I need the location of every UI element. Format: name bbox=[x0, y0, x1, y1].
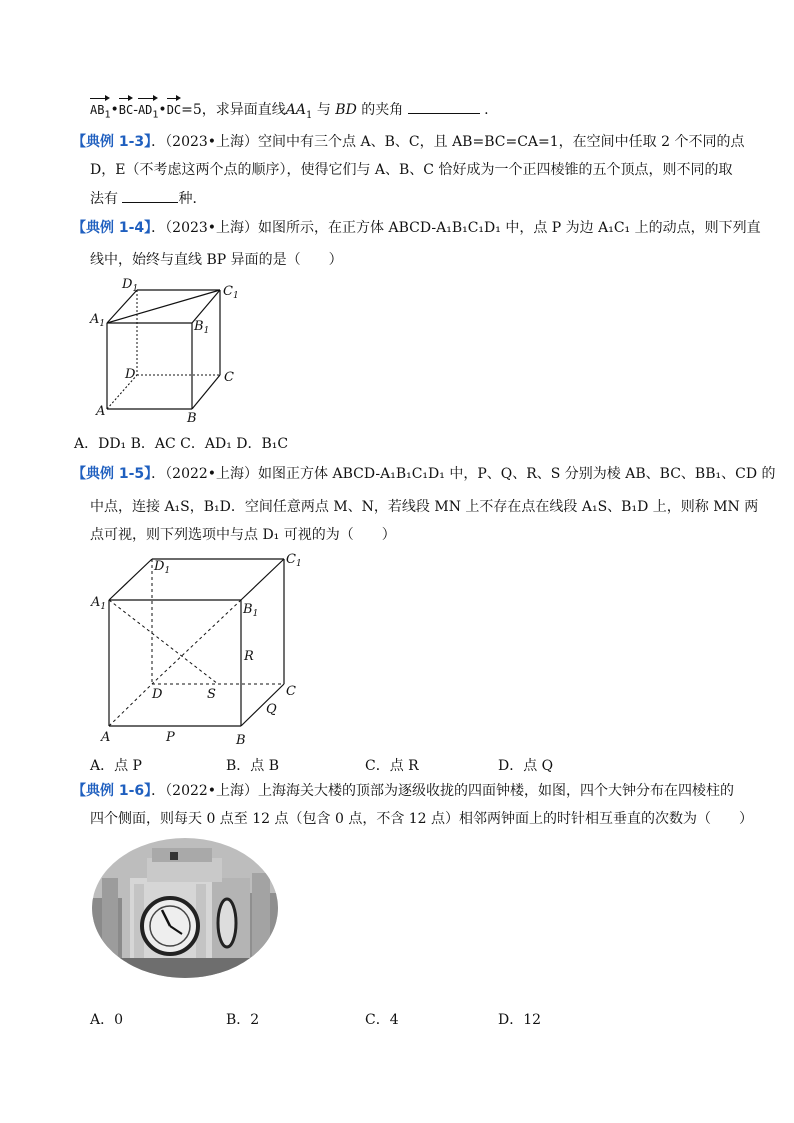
answer-blank[interactable] bbox=[408, 99, 480, 114]
example-1-6-line1: 【典例 1-6】．（2022•上海）上海海关大楼的顶部为逐级收拢的四面钟楼，如图，四个大钟分布在四棱柱的 bbox=[72, 783, 735, 799]
example-tag: 【典例 1-4】 bbox=[72, 220, 152, 236]
answer-blank[interactable] bbox=[122, 188, 178, 203]
example-1-4-options: A．DD₁ B．AC C．AD₁ D．B₁C bbox=[74, 436, 289, 452]
edge bbox=[192, 375, 220, 409]
svg-text:R: R bbox=[244, 649, 254, 664]
example-1-4-line2: 线中，始终与直线 BP 异面的是（ ） bbox=[90, 252, 343, 268]
cube-figure-1 bbox=[88, 275, 248, 425]
example-tag: 【典例 1-5】 bbox=[72, 466, 152, 482]
vector-ab1: $AB_1$ bbox=[90, 96, 110, 125]
clock-tower-photo bbox=[92, 838, 278, 978]
label-b: B bbox=[187, 411, 197, 425]
example-1-6-option-c: C．4 bbox=[365, 1012, 399, 1028]
svg-text:B1: $B_1$ bbox=[243, 602, 259, 619]
example-1-3-line1: 【典例 1-3】．（2023•上海）空间中有三个点 A、B、C，且 AB=BC=CA=1，在空间中任取 2 个不同的点 bbox=[72, 134, 745, 150]
label-c: C bbox=[224, 370, 234, 385]
example-1-5-line2: 中点，连接 A₁S，B₁D．空间任意两点 M、N，若线段 MN 上不存在点在线段 A₁S、B₁D 上，则称 MN 两 bbox=[90, 499, 759, 515]
example-1-5-option-d: D．点 Q bbox=[498, 758, 554, 774]
svg-text:C: C bbox=[286, 684, 296, 699]
example-1-3-line3: 法有 种． bbox=[90, 188, 206, 209]
example-tag: 【典例 1-6】 bbox=[72, 783, 152, 799]
label-a1: $A_1$ bbox=[90, 312, 106, 329]
svg-text:A1: $A_1$ bbox=[91, 595, 107, 612]
label-c1: $C_1$ bbox=[223, 284, 239, 301]
vector-dc: DC bbox=[167, 96, 181, 120]
svg-text:S: S bbox=[207, 687, 216, 702]
cube-figure-2 bbox=[88, 548, 318, 748]
example-1-4-line1: 【典例 1-4】．（2023•上海）如图所示，在正方体 ABCD-A₁B₁C₁D₁ 中，点 P 为边 A₁C₁ 上的动点，则下列直 bbox=[72, 220, 761, 236]
label-d1: $D_1$ bbox=[122, 277, 139, 294]
example-1-6-option-d: D．12 bbox=[498, 1012, 542, 1028]
example-1-6-line2: 四个侧面，则每天 0 点至 12 点（包含 0 点，不含 12 点）相邻两钟面上的时针相互垂直的次数为（ ） bbox=[90, 811, 754, 827]
vector-bc: BC bbox=[119, 96, 133, 120]
example-1-5-option-a: A．点 P bbox=[90, 758, 142, 774]
svg-text:A: A bbox=[101, 730, 111, 745]
svg-text:D: D bbox=[152, 687, 163, 702]
segment-b1d bbox=[152, 600, 241, 684]
svg-text:P: P bbox=[166, 730, 175, 745]
segment-a1s bbox=[109, 600, 218, 684]
example-1-5-line1: 【典例 1-5】．（2022•上海）如图正方体 ABCD-A₁B₁C₁D₁ 中，P、Q、R、S 分别为棱 AB、BC、BB₁、CD 的 bbox=[72, 466, 776, 482]
example-1-5-option-b: B．点 B bbox=[226, 758, 280, 774]
svg-text:D1: $D_1$ bbox=[154, 559, 171, 576]
vector-expression-line: $AB_1•BC-AD_1•DC=5$，求异面直线$AA_1$ 与 BD 的夹角 . bbox=[90, 96, 489, 126]
example-tag: 【典例 1-3】 bbox=[72, 134, 152, 150]
vector-ad1: $AD_1$ bbox=[138, 96, 158, 125]
svg-text:Q: Q bbox=[266, 702, 277, 717]
label-b1: $B_1$ bbox=[194, 319, 210, 336]
label-a: A bbox=[96, 404, 106, 419]
label-d: D bbox=[125, 367, 136, 382]
example-1-6-option-b: B．2 bbox=[226, 1012, 260, 1028]
svg-text:C1: $C_1$ bbox=[286, 552, 302, 569]
example-1-3-line2: D，E（不考虑这两个点的顺序），使得它们与 A、B、C 恰好成为一个正四棱锥的五个顶点，则不同的取 bbox=[90, 162, 733, 178]
example-1-5-line3: 点可视，则下列选项中与点 D₁ 可视的为（ ） bbox=[90, 527, 396, 543]
example-1-6-option-a: A．0 bbox=[90, 1012, 124, 1028]
svg-text:B: B bbox=[236, 733, 246, 748]
example-1-5-option-c: C．点 R bbox=[365, 758, 419, 774]
